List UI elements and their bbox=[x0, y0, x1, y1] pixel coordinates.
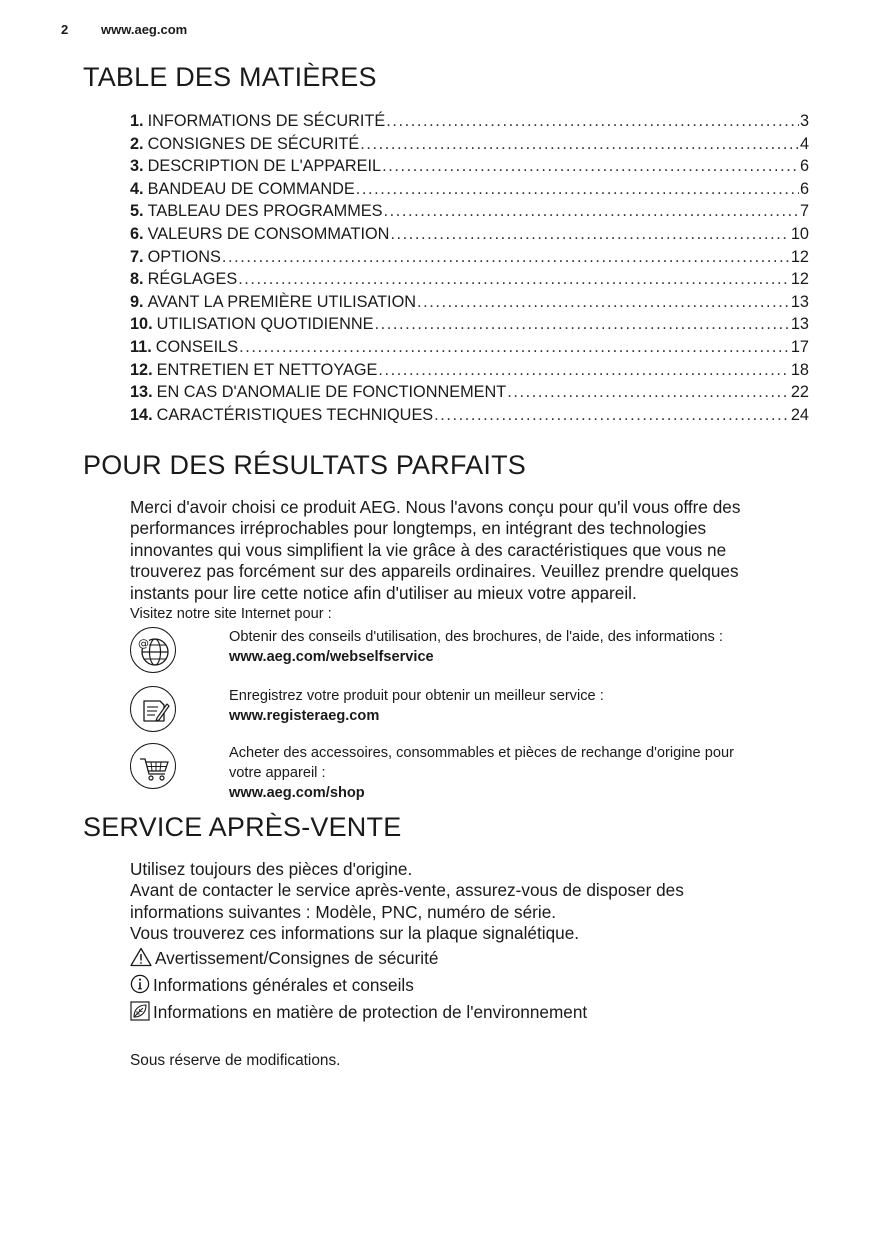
warning-icon bbox=[130, 947, 152, 967]
register-text: Enregistrez votre produit pour obtenir un meilleur service : www.registeraeg.com bbox=[229, 686, 819, 726]
toc-item-number: 10. bbox=[130, 315, 153, 334]
service-title: SERVICE APRÈS-VENTE bbox=[83, 812, 402, 842]
service-paragraph bbox=[130, 859, 820, 945]
service-line: Utilisez toujours des pièces d'origine. bbox=[130, 859, 413, 879]
toc-item-number: 5. bbox=[130, 202, 144, 221]
toc-leader-dots bbox=[374, 313, 789, 336]
toc-item-number: 1. bbox=[130, 112, 144, 130]
toc-leader-dots bbox=[384, 200, 799, 223]
toc-item-number: 8. bbox=[130, 270, 144, 289]
footer-note: Sous réserve de modifications. bbox=[130, 1052, 341, 1069]
toc-item-label: VALEURS DE CONSOMMATION bbox=[147, 224, 390, 243]
toc-item-page: 7 bbox=[799, 202, 809, 221]
toc-item-label: RÉGLAGES bbox=[147, 270, 238, 289]
toc-item-number: 9. bbox=[130, 292, 144, 311]
toc-item[interactable] bbox=[130, 155, 809, 178]
header-url[interactable]: www.aeg.com bbox=[101, 22, 188, 37]
intro-line: Merci d'avoir choisi ce produit AEG. Nous l'avons conçu pour qu'il vous offre des bbox=[130, 497, 741, 517]
toc-item-page: 17 bbox=[790, 337, 809, 356]
toc-item-label: CONSEILS bbox=[155, 337, 239, 356]
webselfservice-link[interactable]: www.aeg.com/webselfservice bbox=[229, 649, 434, 665]
toc-item-page: 13 bbox=[790, 315, 809, 334]
toc-item-label: BANDEAU DE COMMANDE bbox=[147, 179, 355, 198]
results-title: POUR DES RÉSULTATS PARFAITS bbox=[83, 450, 526, 480]
toc-item[interactable] bbox=[130, 223, 809, 246]
toc-leader-dots bbox=[382, 155, 799, 178]
toc-item[interactable] bbox=[130, 133, 809, 156]
intro-paragraph bbox=[130, 497, 820, 625]
toc-leader-dots bbox=[238, 268, 790, 291]
toc-item[interactable] bbox=[130, 313, 809, 336]
intro-line: instants pour lire cette notice afin d'utiliser au mieux votre appareil. bbox=[130, 582, 637, 603]
toc-item[interactable] bbox=[130, 110, 809, 133]
shopping-cart-icon bbox=[130, 743, 176, 789]
toc-item-page: 6 bbox=[799, 179, 809, 198]
toc-item-number: 6. bbox=[130, 224, 144, 243]
toc-item-label: INFORMATIONS DE SÉCURITÉ bbox=[147, 112, 386, 130]
toc-leader-dots bbox=[434, 404, 790, 427]
webselfservice-row bbox=[130, 627, 820, 687]
toc-item-label: TABLEAU DES PROGRAMMES bbox=[147, 202, 383, 221]
legend-warning: Avertissement/Consignes de sécurité bbox=[130, 947, 438, 969]
toc-item[interactable] bbox=[130, 291, 809, 314]
toc-item[interactable] bbox=[130, 381, 809, 404]
toc-item[interactable] bbox=[130, 268, 809, 291]
toc-item-label: UTILISATION QUOTIDIENNE bbox=[156, 315, 374, 334]
toc-item-label: DESCRIPTION DE L'APPAREIL bbox=[147, 157, 382, 176]
toc-leader-dots bbox=[378, 359, 790, 382]
toc-leader-dots bbox=[386, 110, 799, 133]
toc-item[interactable] bbox=[130, 200, 809, 223]
intro-line: innovantes qui vous simplifient la vie grâce à des caractéristiques que vous ne bbox=[130, 539, 727, 560]
toc-item-number: 12. bbox=[130, 360, 153, 379]
toc-leader-dots bbox=[239, 336, 790, 359]
toc-item[interactable] bbox=[130, 404, 809, 427]
toc-item-number: 2. bbox=[130, 134, 144, 153]
shop-link[interactable]: www.aeg.com/shop bbox=[229, 785, 365, 801]
toc-item-number: 3. bbox=[130, 157, 144, 176]
toc-item[interactable] bbox=[130, 359, 809, 382]
toc-item-page: 22 bbox=[790, 383, 809, 402]
toc-item-label: ENTRETIEN ET NETTOYAGE bbox=[156, 360, 378, 379]
toc-title: TABLE DES MATIÈRES bbox=[83, 62, 377, 92]
webselfservice-text: Obtenir des conseils d'utilisation, des brochures, de l'aide, des informations : www.aeg.com/webselfservice bbox=[229, 627, 819, 667]
register-link[interactable]: www.registeraeg.com bbox=[229, 708, 380, 724]
svg-text:@: @ bbox=[138, 637, 149, 650]
page-header bbox=[61, 22, 188, 37]
toc-item-number: 13. bbox=[130, 383, 153, 402]
toc-item-page: 4 bbox=[799, 134, 809, 153]
toc-leader-dots bbox=[390, 223, 789, 246]
toc-item[interactable] bbox=[130, 178, 809, 201]
service-line: informations suivantes : Modèle, PNC, numéro de série. bbox=[130, 901, 557, 922]
intro-line: trouverez pas forcément sur des appareils ordinaires. Veuillez prendre quelques bbox=[130, 561, 739, 582]
toc-item-page: 3 bbox=[799, 112, 809, 130]
toc-item-page: 24 bbox=[790, 405, 809, 424]
toc-item-label: AVANT LA PREMIÈRE UTILISATION bbox=[147, 292, 416, 311]
shop-row bbox=[130, 743, 820, 803]
environment-leaf-icon bbox=[130, 1001, 150, 1021]
toc-item-number: 11. bbox=[130, 337, 152, 356]
toc-leader-dots bbox=[417, 291, 790, 314]
service-line: Vous trouverez ces informations sur la plaque signalétique. bbox=[130, 923, 580, 944]
toc-item-label: OPTIONS bbox=[147, 247, 221, 266]
shop-text: Acheter des accessoires, consommables et pièces de rechange d'origine pour votre appareil : www.aeg.com/shop bbox=[229, 743, 819, 803]
toc-item-label: EN CAS D'ANOMALIE DE FONCTIONNEMENT bbox=[156, 383, 507, 402]
toc-item-label: CARACTÉRISTIQUES TECHNIQUES bbox=[156, 405, 434, 424]
register-row bbox=[130, 686, 820, 746]
toc-leader-dots bbox=[222, 246, 790, 269]
toc-leader-dots bbox=[507, 381, 790, 404]
toc-item-page: 13 bbox=[790, 292, 809, 311]
info-icon bbox=[130, 974, 150, 994]
legend-environment: Informations en matière de protection de l'environnement bbox=[130, 1001, 587, 1023]
toc-item-label: CONSIGNES DE SÉCURITÉ bbox=[147, 134, 360, 153]
table-of-contents bbox=[130, 110, 809, 426]
toc-item-page: 12 bbox=[790, 270, 809, 289]
toc-item[interactable] bbox=[130, 336, 809, 359]
toc-item-page: 12 bbox=[790, 247, 809, 266]
visit-text: Visitez notre site Internet pour : bbox=[130, 606, 332, 623]
toc-item-number: 4. bbox=[130, 179, 144, 198]
toc-item[interactable] bbox=[130, 246, 809, 269]
globe-icon bbox=[130, 627, 176, 673]
toc-leader-dots bbox=[360, 133, 799, 156]
toc-item-page: 18 bbox=[790, 360, 809, 379]
service-line: Avant de contacter le service après-vente, assurez-vous de disposer des bbox=[130, 880, 684, 901]
toc-item-page: 6 bbox=[799, 157, 809, 176]
legend-info: Informations générales et conseils bbox=[130, 974, 414, 996]
page-number: 2 bbox=[61, 22, 69, 37]
toc-item-page: 10 bbox=[790, 224, 809, 243]
toc-item-number: 14. bbox=[130, 405, 153, 424]
intro-line: performances irréprochables pour longtemps, en intégrant des technologies bbox=[130, 518, 707, 539]
register-icon bbox=[130, 686, 176, 732]
toc-item-number: 7. bbox=[130, 247, 144, 266]
toc-leader-dots bbox=[356, 178, 799, 201]
